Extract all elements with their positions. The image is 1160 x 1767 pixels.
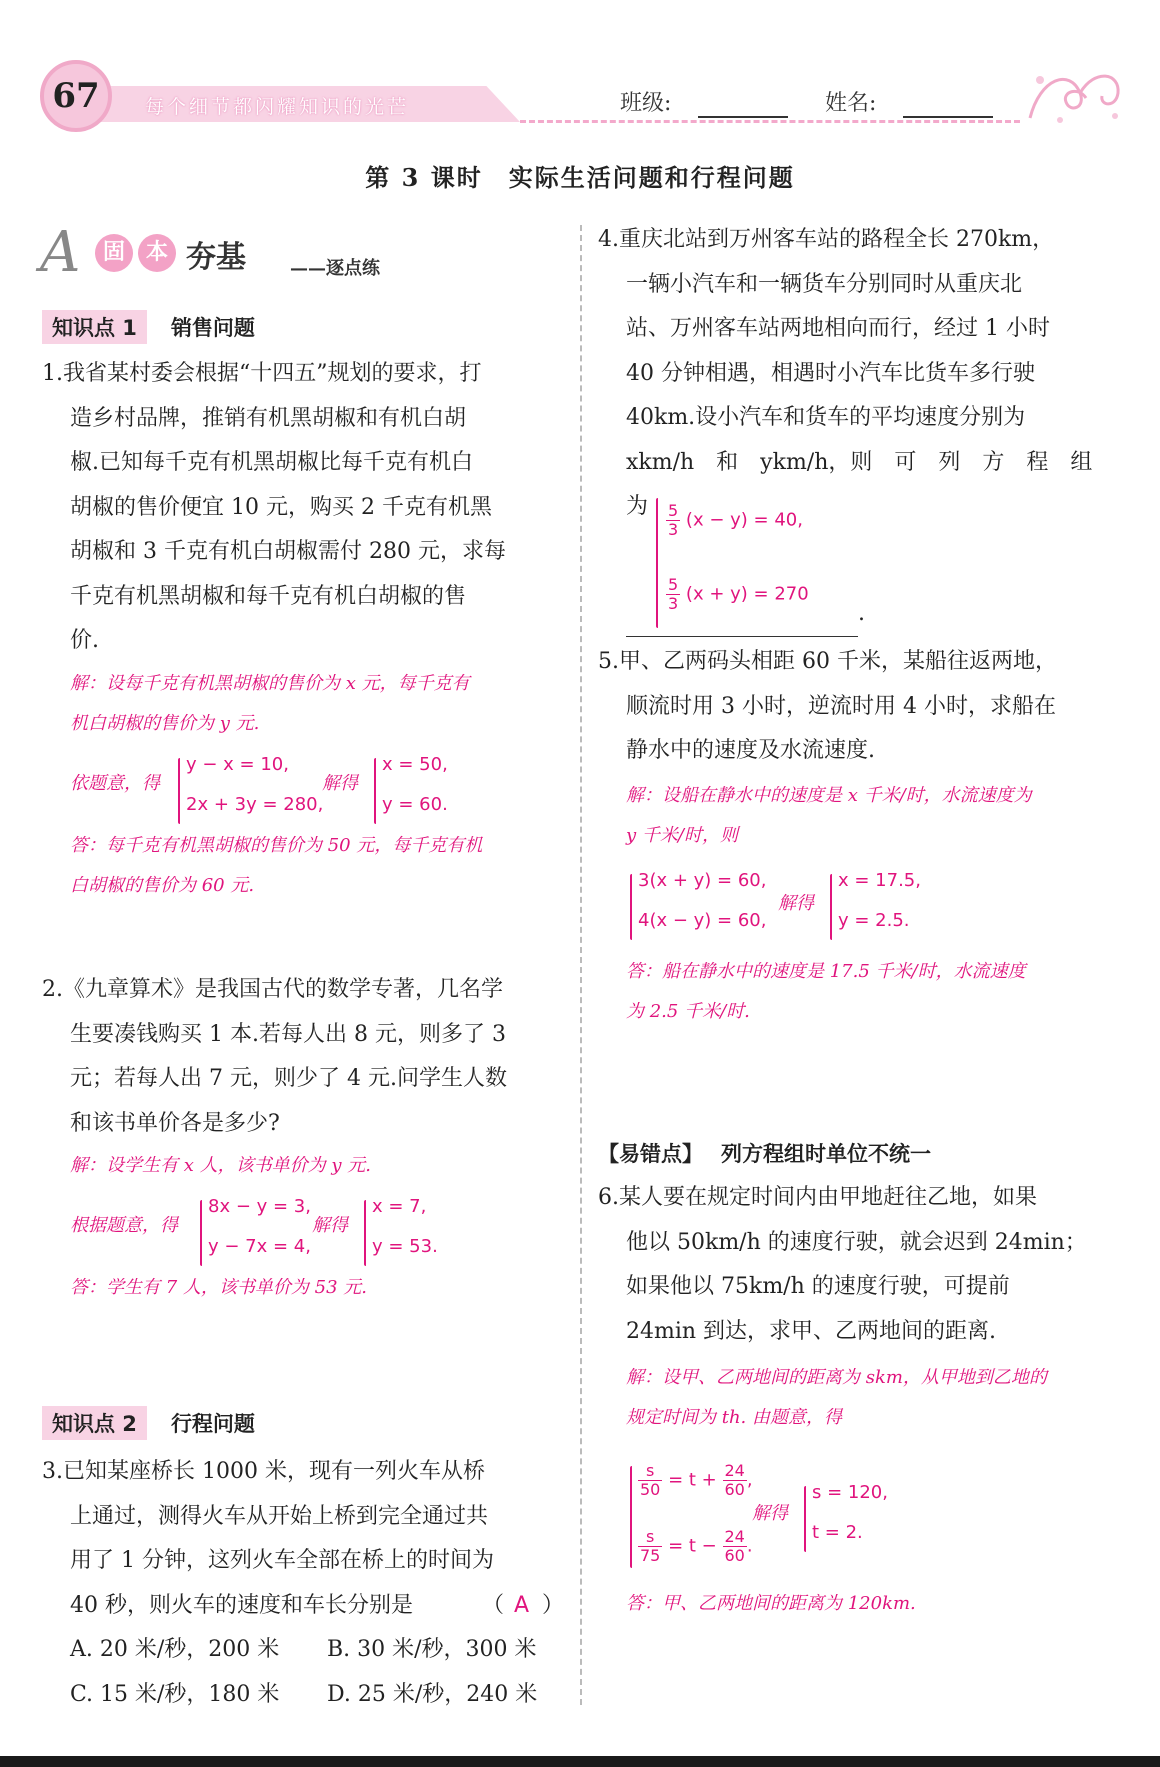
q6-r2: t = 2. — [812, 1522, 863, 1543]
q6-line: 6.某人要在规定时间内由甲地赶往乙地，如果 — [598, 1185, 1037, 1210]
q4-eq1-den: 3 — [668, 520, 679, 539]
q6-eq1 — [638, 1462, 753, 1499]
q6-line: 如果他以 75km/h 的速度行驶，可提前 — [626, 1274, 1010, 1299]
q6-brace-result — [804, 1486, 806, 1552]
q2-line: 生要凑钱购买 1 本.若每人出 8 元，则多了 3 — [70, 1021, 506, 1047]
header-dashed-line — [520, 120, 1020, 123]
q3-options-row-2 — [42, 1673, 562, 1718]
q1-solve-label: 解得 — [322, 773, 358, 794]
q1-line: 造乡村品牌，推销有机黑胡椒和有机白胡 — [70, 405, 467, 431]
q6-e2-fden: 60 — [724, 1546, 745, 1565]
bottom-bar — [0, 1756, 1160, 1767]
question-5 — [598, 640, 1123, 774]
q2-brace-result — [364, 1200, 366, 1266]
q1-eq2: 2x + 3y = 280, — [186, 794, 324, 815]
q1-line: 千克有机黑胡椒和每千克有机白胡椒的售 — [70, 583, 467, 609]
q2-eq1: 8x − y = 3, — [208, 1196, 311, 1217]
column-divider — [580, 225, 582, 1705]
q6-solution — [626, 1358, 1126, 1438]
question-1 — [42, 352, 562, 664]
kp1-badge: 知识点 1 — [42, 310, 147, 344]
q2-solve-label: 解得 — [312, 1215, 348, 1236]
q1-answer-line: 白胡椒的售价为 60 元. — [70, 875, 255, 896]
q1-solution — [70, 664, 570, 744]
error-point-header — [598, 1138, 931, 1168]
q1-line: 1.我省某村委会根据“十四五”规划的要求，打 — [42, 361, 482, 386]
q5-r2: y = 2.5. — [838, 910, 910, 931]
q3-paren-open: （ — [482, 1592, 505, 1618]
q3-line: 用了 1 分钟，这列火车全部在桥上的时间为 — [70, 1548, 494, 1573]
q3-option-a: A. 20 米/秒，200 米 — [70, 1637, 280, 1662]
section-letter: A — [40, 220, 81, 285]
error-point-label: 【易错点】 — [598, 1142, 703, 1166]
q4-brace — [656, 498, 658, 628]
q6-sol-line: 解：设甲、乙两地间的距离为 skm，从甲地到乙地的 — [626, 1367, 1047, 1388]
section-title: 夯基 — [186, 240, 246, 275]
q5-line: 顺流时用 3 小时，逆流时用 4 小时，求船在 — [626, 693, 1056, 719]
q6-answer: 答：甲、乙两地间的距离为 120km. — [626, 1593, 916, 1614]
q1-r1: x = 50, — [382, 754, 448, 775]
q4-eq1-num: 5 — [668, 501, 679, 520]
q4-answer-underline — [626, 636, 858, 637]
flourish-ornament-icon — [1020, 58, 1130, 128]
q3-option-b: B. 30 米/秒，300 米 — [327, 1637, 537, 1662]
q5-brace-result — [830, 874, 832, 940]
q5-solution — [626, 776, 1126, 856]
q6-solve-label: 解得 — [752, 1503, 788, 1524]
q4-eq1-rest: (x − y) = 40, — [685, 509, 803, 531]
q3-answer: A — [514, 1592, 530, 1618]
q6-e2-den: 75 — [640, 1546, 661, 1565]
q3-line: 上通过，测得火车从开始上桥到完全通过共 — [70, 1503, 489, 1529]
q5-line: 静水中的速度及水流速度. — [626, 738, 875, 763]
q2-solution: 解：设学生有 x 人，该书单价为 y 元. — [70, 1155, 371, 1176]
class-blank — [698, 90, 788, 118]
q3-option-d: D. 25 米/秒，240 米 — [327, 1681, 538, 1707]
q3-last-line-wrap — [42, 1584, 565, 1629]
error-point-title: 列方程组时单位不统一 — [721, 1142, 931, 1166]
q6-e1-den: 50 — [640, 1480, 661, 1499]
question-2 — [42, 968, 562, 1146]
question-3 — [42, 1450, 565, 1717]
q6-e1-end: , — [746, 1469, 753, 1491]
q1-brace — [178, 758, 180, 824]
q2-r1: x = 7, — [372, 1196, 427, 1217]
q6-eq2 — [638, 1528, 753, 1565]
q1-answer — [70, 826, 570, 906]
q2-r2: y = 53. — [372, 1236, 438, 1257]
q2-brace — [200, 1200, 202, 1266]
q2-line: 元；若每人出 7 元，则少了 4 元.问学生人数 — [70, 1066, 507, 1091]
q4-line: 4.重庆北站到万州客车站的路程全长 270km， — [598, 227, 1055, 252]
section-char-1: 固 — [95, 234, 133, 272]
kp1-title: 销售问题 — [170, 316, 255, 340]
q6-e1-fnum: 24 — [724, 1461, 745, 1480]
q3-options-row-1 — [42, 1628, 562, 1673]
q6-e2-num: s — [638, 1528, 662, 1547]
q5-answer-line: 答：船在静水中的速度是 17.5 千米/时，水流速度 — [626, 961, 1026, 982]
q6-brace — [630, 1466, 632, 1568]
q2-eq2: y − 7x = 4, — [208, 1236, 311, 1257]
q4-eq2-den: 3 — [668, 594, 679, 613]
class-label: 班级: — [620, 91, 672, 116]
q6-e2-mid: = t − — [668, 1535, 717, 1557]
q5-solve-label: 解得 — [778, 893, 814, 914]
q6-e2-end: . — [746, 1535, 753, 1557]
q2-line: 2.《九章算术》是我国古代的数学专著，几名学 — [42, 977, 503, 1002]
q5-sol-line: 解：设船在静水中的速度是 x 千米/时，水流速度为 — [626, 785, 1032, 806]
q5-r1: x = 17.5, — [838, 870, 921, 891]
q4-line: 站、万州客车站两地相向而行，经过 1 小时 — [626, 316, 1050, 341]
q4-eq2-num: 5 — [668, 575, 679, 594]
question-4 — [598, 218, 1123, 530]
q6-e2-fnum: 24 — [724, 1527, 745, 1546]
kp2-title: 行程问题 — [170, 1412, 255, 1436]
q2-sys-prefix: 根据题意，得 — [70, 1215, 178, 1236]
q2-line: 和该书单价各是多少? — [70, 1110, 280, 1136]
q3-paren-close: ） — [542, 1592, 565, 1618]
question-6 — [598, 1176, 1123, 1354]
q4-eq2-rest: (x + y) = 270 — [685, 583, 809, 605]
q1-line: 椒.已知每千克有机黑胡椒比每千克有机白 — [70, 450, 473, 475]
q6-sol-line: 规定时间为 th. 由题意，得 — [626, 1407, 842, 1428]
q6-line: 他以 50km/h 的速度行驶，就会迟到 24min； — [626, 1229, 1087, 1255]
q4-line: 40km.设小汽车和货车的平均速度分别为 — [626, 405, 1026, 430]
section-a-header — [40, 220, 440, 286]
knowledge-point-2 — [42, 1406, 255, 1440]
q5-eq2: 4(x − y) = 60, — [638, 910, 767, 931]
q4-eq1 — [666, 502, 803, 539]
section-char-2: 本 — [138, 234, 176, 272]
q5-eq1: 3(x + y) = 60, — [638, 870, 767, 891]
q4-line: xkm/h 和 ykm/h，则 可 列 方 程 组 为 — [626, 449, 1115, 519]
q1-line: 价. — [70, 628, 99, 653]
q1-sys-prefix: 依题意，得 — [70, 773, 160, 794]
q4-line: 40 分钟相遇，相遇时小汽车比货车多行驶 — [626, 360, 1035, 386]
q4-line: 一辆小汽车和一辆货车分别同时从重庆北 — [626, 271, 1023, 297]
q6-e1-fden: 60 — [724, 1480, 745, 1499]
q6-line: 24min 到达，求甲、乙两地间的距离. — [626, 1318, 997, 1344]
q4-end-dot: . — [858, 601, 865, 626]
knowledge-point-1 — [42, 310, 255, 344]
q1-eq1: y − x = 10, — [186, 754, 289, 775]
q1-line: 胡椒和 3 千克有机白胡椒需付 280 元，求每 — [70, 539, 506, 564]
q5-brace — [630, 874, 632, 940]
kp2-badge: 知识点 2 — [42, 1406, 147, 1440]
name-blank — [903, 90, 993, 118]
q2-answer: 答：学生有 7 人，该书单价为 53 元. — [70, 1277, 367, 1298]
name-label: 姓名: — [825, 91, 877, 116]
q1-sol-line: 解：设每千克有机黑胡椒的售价为 x 元，每千克有 — [70, 673, 470, 694]
q5-answer — [626, 952, 1126, 1032]
q6-e1-mid: = t + — [668, 1469, 717, 1491]
q5-line: 5.甲、乙两码头相距 60 千米，某船往返两地， — [598, 649, 1057, 674]
q1-brace-result — [374, 758, 376, 824]
page-number: 67 — [40, 60, 112, 132]
q1-line: 胡椒的售价便宜 10 元，购买 2 千克有机黑 — [70, 494, 492, 520]
lesson-title: 第 3 课时 实际生活问题和行程问题 — [365, 163, 795, 192]
q4-eq2 — [666, 576, 809, 613]
q3-line: 40 秒，则火车的速度和车长分别是 — [70, 1592, 413, 1618]
q1-sol-line: 机白胡椒的售价为 y 元. — [70, 713, 260, 734]
q3-option-c: C. 15 米/秒，180 米 — [70, 1681, 280, 1707]
q3-line: 3.已知某座桥长 1000 米，现有一列火车从桥 — [42, 1459, 485, 1484]
q1-r2: y = 60. — [382, 794, 448, 815]
q5-answer-line: 为 2.5 千米/时. — [626, 1001, 750, 1022]
q6-e1-num: s — [638, 1462, 662, 1481]
q6-r1: s = 120, — [812, 1482, 888, 1503]
q5-sol-line: y 千米/时，则 — [626, 825, 738, 846]
section-subtitle: ——逐点练 — [290, 258, 380, 279]
header-slogan: 每个细节都闪耀知识的光芒 — [145, 96, 410, 118]
q1-answer-line: 答：每千克有机黑胡椒的售价为 50 元，每千克有机 — [70, 835, 483, 856]
